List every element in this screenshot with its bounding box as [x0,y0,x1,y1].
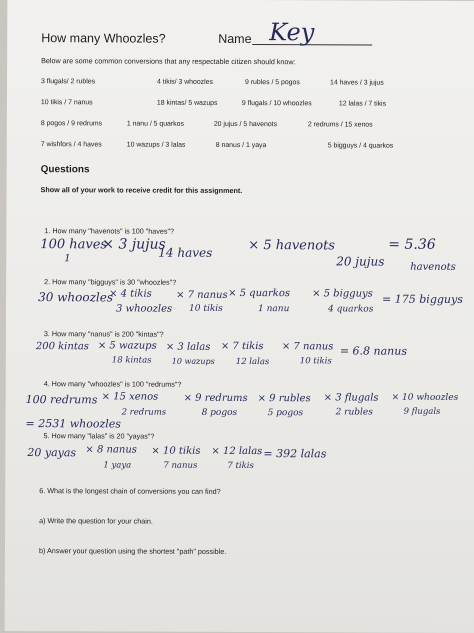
hw-term: × 7 nanus [281,341,334,353]
hw-term: 4 quarkos [328,304,374,315]
hw-term: × 3 flugals [323,392,379,404]
hw-term: 8 pogos [201,407,238,418]
conversion-item: 20 jujus / 5 havenots [213,120,278,129]
hw-term: havenots [410,261,456,273]
hw-term: × 15 xenos [101,391,159,403]
hw-term: 20 yayas [27,446,77,460]
hw-term: 3 whoozles [116,303,173,315]
hw-term: × 9 redrums [183,392,248,405]
hw-term: 7 nanus [163,460,198,471]
hw-term: × 3 jujus [102,236,166,253]
question-6a: a) Write the question for your chain. [39,516,153,526]
hw-term: × 12 lalas [211,445,263,458]
hw-term: = 6.8 nanus [339,344,408,358]
hw-term: 12 lalas [235,356,270,368]
hw-term: 14 haves [158,245,213,260]
question-4: 4. How many "whoozles" is 100 "redrums"? [43,379,182,389]
hw-term: × 10 tikis [151,445,201,457]
worksheet-title: How many Whoozles? [41,31,166,46]
hw-term: 10 tikis [299,356,332,367]
hw-term: = 392 lalas [263,447,327,461]
question-5: 5. How many "lalas" is 20 "yayas"? [43,431,155,441]
hw-term: 20 jujus [336,254,385,269]
conversion-item: 8 nanus / 1 yaya [215,141,267,150]
hw-term: × 5 quarkos [228,287,291,300]
conversion-item: 4 tikis/ 3 whoozles [157,78,213,86]
hw-term: × 5 bigguys [312,288,373,300]
conversion-item: 8 pogos / 9 redrums [40,120,103,128]
conversion-item: 7 wishfors / 4 haves [40,141,102,149]
conversion-item: 5 bigguys / 4 quarkos [327,142,394,150]
question-2: 2. How many "bigguys" is 30 "whoozles"? [44,277,177,287]
hw-term: = 5.36 [388,236,436,253]
conversion-item: 10 wazups / 3 lalas [126,141,186,149]
conversion-item: 2 redrums / 15 xenos [307,121,373,129]
hw-term: × 3 lalas [165,341,211,353]
hw-term: × 4 tikis [109,288,152,300]
questions-heading: Questions [40,164,90,176]
hw-term: 200 kintas [35,341,89,353]
name-label: Name [218,31,252,47]
hw-term: × 5 havenots [248,238,336,254]
hw-term: 18 kintas [111,355,152,366]
conversion-item: 9 rubles / 5 pogos [245,79,300,87]
hw-term: × 5 wazups [97,340,157,352]
conversion-item: 10 tikis / 7 nanus [40,99,93,107]
conversion-item: 12 lalas / 7 tikis [338,100,387,108]
question-6b: b) Answer your question using the shortest "path" possible. [38,546,227,556]
question-1: 1. How many "havenots" is 100 "haves"? [44,226,175,236]
hw-term: = 2531 whoozles [25,417,121,431]
instruction-text: Show all of your work to receive credit for this assignment. [40,185,243,195]
conversion-item: 9 flugals / 10 whoozles [241,99,312,108]
question-6: 6. What is the longest chain of conversions you can find? [39,486,221,496]
conversion-item: 14 haves / 3 jujus [330,79,384,87]
hw-term: × 8 nanus [85,444,137,456]
hw-term: 9 flugals [403,406,441,417]
name-value: Key [269,18,315,47]
hw-term: 100 redrums [25,393,98,407]
conversion-item: 18 kintas/ 5 wazups [156,99,218,107]
hw-term: 7 tikis [227,460,254,472]
hw-term: 2 redrums [121,407,167,418]
hw-term: 5 pogos [267,408,304,419]
hw-term: × 7 nanus [176,289,228,301]
hw-term: 30 whoozles [38,290,114,305]
hw-term: × 7 tikis [220,340,264,353]
conversion-item: 1 nanu / 5 quarkos [126,120,184,128]
hw-term: 10 tikis [189,303,223,314]
intro-text: Below are some common conversions that any respectable citizen should know: [41,56,296,67]
hw-term: 100 haves [40,237,108,253]
hw-term: = 175 bigguys [382,292,463,306]
worksheet-page [5,0,474,633]
hw-term: 2 rubles [335,407,373,418]
conversion-item: 3 flugals/ 2 rubles [41,78,96,86]
hw-term: 1 [64,253,71,265]
hw-term: × 10 whoozles [391,392,459,403]
hw-term: 10 wazups [171,356,215,366]
hw-term: × 9 rubles [257,393,311,405]
question-3: 3. How many "nanus" is 200 "kintas"? [43,329,164,339]
hw-term: 1 nanu [258,304,290,315]
hw-term: 1 yaya [103,460,132,471]
